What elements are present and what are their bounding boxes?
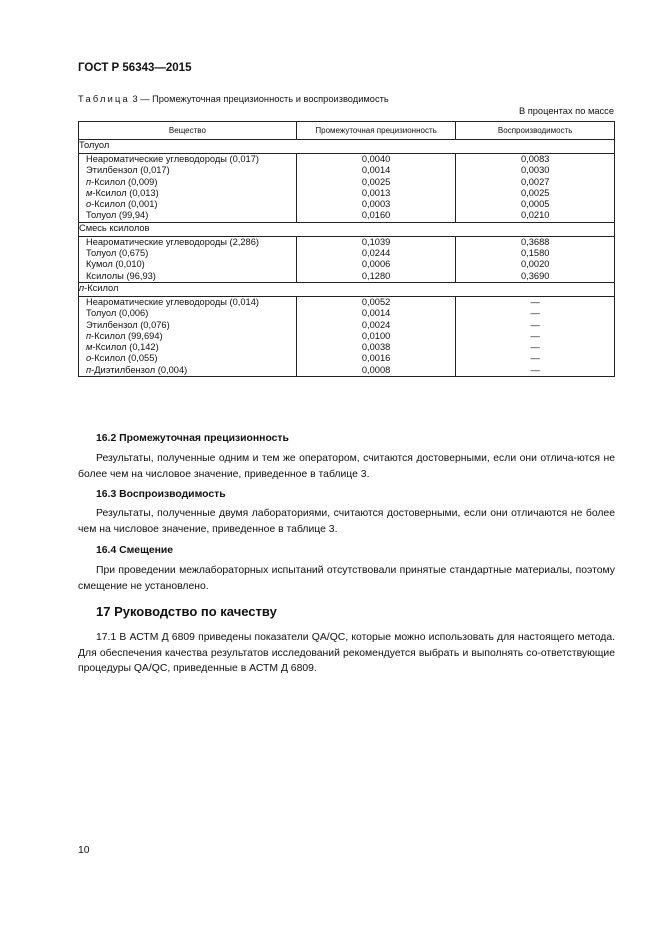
reproducibility-value: 0,0030 [520,165,550,176]
table-header-row [79,122,615,140]
intermediate-precision-value: 0,0160 [361,210,391,221]
substance-label: -Ксилол (0,055) [91,353,158,364]
substance-label: -Ксилол (99,694) [91,330,163,341]
substance-name [86,271,296,282]
reproducibility-value: 0,0020 [520,259,550,270]
substance-label: Этилбензол (0,076) [86,319,170,330]
intermediate-precision-value: 0,0013 [361,187,391,198]
table-group-title [79,140,615,154]
substance-prefix: м [86,342,93,353]
substance-name [86,297,296,308]
substance-name [86,259,296,270]
table-group-row [79,222,615,236]
substance-prefix: о [86,199,92,210]
table-caption-label: Таблица [78,94,130,104]
table-units: В процентах по массе [518,106,614,116]
reproducibility-value: — [530,353,540,364]
substance-name [86,308,296,319]
reproducibility-value: 0,0005 [520,199,550,210]
section-17-text: 17.1 В АСТМ Д 6809 приведены показатели QA/QC, которые можно использовать для настоящего метода. Для обеспечения качества результатов исследований рекомендуется выбрать и выполнять со-ответствующие процедуры QA/QC, приведенные в АСТМ Д 6809. [78,632,615,674]
intermediate-precision-value: 0,0008 [361,364,391,375]
intermediate-precision-value: 0,0006 [361,259,391,270]
reproducibility-value: 0,0025 [520,187,550,198]
reproducibility-value: 0,3690 [520,270,550,281]
intermediate-precision-value: 0,0244 [361,248,391,259]
intermediate-precision-value: 0,0014 [361,165,391,176]
substance-prefix: п [86,330,92,341]
substance-name [86,165,296,176]
reproducibility-value: 0,3688 [520,236,550,247]
reproducibility-value: — [530,364,540,375]
reproducibility-value: 0,0083 [520,154,550,164]
reproducibility-value: 0,1580 [520,248,550,259]
substance-label: -Ксилол (0,009) [91,176,158,187]
section-16-2-heading: 16.2 Промежуточная прецизионность [96,433,289,444]
substance-label: -Диэтилбензол (0,004) [91,364,188,375]
substance-label: Неароматические углеводороды (2,286) [86,236,259,247]
intermediate-precision-value: 0,1280 [361,270,391,281]
reproducibility-cell [456,296,615,376]
intermediate-precision-value: 0,0003 [361,199,391,210]
substance-label: Этилбензол (0,017) [86,165,170,176]
header-substance: Вещество [79,122,297,140]
substance-label: Неароматические углеводороды (0,017) [86,154,259,164]
table-group-row [79,140,615,154]
substance-label: Неароматические углеводороды (0,014) [86,296,259,307]
group-title-text: -Ксилол [84,282,119,293]
intermediate-precision-value: 0,0052 [361,296,391,307]
reproducibility-value: — [530,342,540,353]
substance-label: -Ксилол (0,001) [91,199,158,210]
header-reproducibility: Воспроизводимость [456,122,615,140]
reproducibility-value: — [530,308,540,319]
substance-label: -Ксилол (0,013) [92,187,159,198]
precision-table [78,121,615,377]
standard-number: ГОСТ Р 56343—2015 [78,62,192,74]
section-16-2-text: Результаты, полученные одним и тем же оператором, считаются достоверными, если они отлича-ются не более чем на числовое значение, приведенное в таблице 3. [78,453,615,480]
intermediate-precision-value: 0,0024 [361,319,391,330]
substance-label: Кумол (0,010) [86,259,145,270]
intermediate-precision-value: 0,0025 [361,176,391,187]
reproducibility-cell [456,236,615,282]
substance-name [86,210,296,221]
reproducibility-value: — [530,296,540,307]
group-title-prefix: п [79,282,85,293]
substance-cell [79,236,297,282]
reproducibility-cell [456,154,615,223]
group-title-text: Толуол [79,140,110,150]
substance-label: Толуол (99,94) [86,210,149,221]
substance-name [86,188,296,199]
table-group-row [79,282,615,296]
substance-cell [79,296,297,376]
table-group-title [79,222,615,236]
substance-name [86,154,296,165]
section-16-4-heading: 16.4 Смещение [96,545,174,556]
substance-name [86,342,296,353]
substance-label: Толуол (0,675) [86,248,149,259]
intermediate-precision-value: 0,0016 [361,353,391,364]
section-16-3-heading: 16.3 Воспроизводимость [96,489,226,500]
header-intermediate-precision: Промежуточная прецизионность [296,122,456,140]
section-17-heading: 17 Руководство по качеству [96,604,277,619]
substance-name [86,199,296,210]
substance-prefix: о [86,353,92,364]
table-group-title [79,282,615,296]
intermediate-precision-cell [296,236,456,282]
substance-name [86,248,296,259]
section-16-3-text: Результаты, полученные двумя лабораториями, считаются достоверными, если они отличаются не более чем на числовое значение, приведенное в таблице 3. [78,508,615,535]
substance-cell [79,154,297,223]
table-caption [78,94,389,104]
section-16-4-text: При проведении межлабораторных испытаний отсутствовали принятые стандартные материалы, поэтому смещение не установлено. [78,565,615,592]
substance-name [86,320,296,331]
page-number: 10 [78,845,90,856]
intermediate-precision-value: 0,0040 [361,154,391,164]
group-title-text: Смесь ксилолов [79,222,150,233]
substance-name [86,237,296,248]
reproducibility-value: — [530,319,540,330]
table-data-row [79,296,615,376]
table-caption-text: 3 — Промежуточная прецизионность и воспроизводимость [129,94,389,104]
intermediate-precision-value: 0,0038 [361,342,391,353]
substance-name [86,365,296,376]
substance-label: Толуол (0,006) [86,308,149,319]
substance-name [86,331,296,342]
substance-name [86,353,296,364]
table-data-row [79,236,615,282]
intermediate-precision-value: 0,0100 [361,330,391,341]
reproducibility-value: 0,0210 [520,210,550,221]
intermediate-precision-value: 0,0014 [361,308,391,319]
reproducibility-value: — [530,330,540,341]
substance-prefix: п [86,176,92,187]
substance-prefix: п [86,364,92,375]
intermediate-precision-cell [296,296,456,376]
substance-name [86,177,296,188]
intermediate-precision-value: 0,1039 [361,236,391,247]
intermediate-precision-cell [296,154,456,223]
table-data-row [79,154,615,223]
substance-prefix: м [86,187,93,198]
reproducibility-value: 0,0027 [520,176,550,187]
substance-label: -Ксилол (0,142) [92,342,159,353]
substance-label: Ксилолы (96,93) [86,270,156,281]
